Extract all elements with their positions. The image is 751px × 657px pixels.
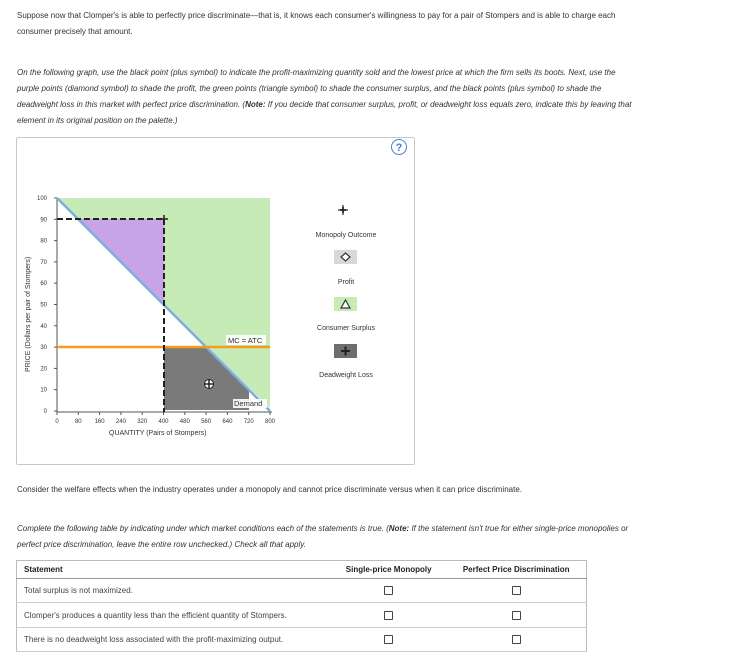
cell-perfect-pd [446, 603, 586, 627]
y-tick-label: 90 [40, 217, 47, 224]
cell-perfect-pd [446, 579, 586, 603]
y-tick-label: 20 [40, 366, 47, 373]
x-tick-label: 400 [158, 419, 169, 425]
note-label: Note: [245, 100, 266, 109]
y-tick-label: 100 [36, 196, 47, 202]
checkbox-perfect-pd-1[interactable] [512, 586, 521, 595]
x-tick-label: 720 [243, 419, 254, 425]
welfare-paragraph: Consider the welfare effects when the industry operates under a monopoly and cannot price discriminate versus when it can price discriminate. [17, 485, 523, 494]
x-tick-label: 640 [222, 419, 233, 425]
note-text: If you decide that consumer surplus, profit, or deadweight loss equals zero, indicate this by leaving that element in its original position on the palette.) [17, 100, 632, 125]
palette-monopoly-label: Monopoly Outcome [315, 232, 377, 239]
instructions-text: On the following graph, use the black point (plus symbol) to indicate the profit-maximizing quantity sold and the lowest price at which the firm sells its boots. Next, use the purple points (diamond symbol) to shade the profit, the green points (triangle symbol) to shade the consumer surplus, and the black points (plus symbol) to shade the deadweight loss in this market with perfect price discrimination. ( [17, 68, 616, 109]
palette-profit-tool[interactable] [334, 250, 357, 264]
y-tick-label: 30 [40, 345, 47, 352]
cell-single-price [331, 627, 446, 651]
x-tick-label: 240 [115, 419, 126, 425]
table-instructions [17, 521, 637, 553]
table-note-label: Note: [388, 524, 410, 533]
table-row [17, 627, 587, 651]
statement-table [16, 560, 587, 652]
demand-label: Demand [234, 399, 263, 408]
palette-profit-label: Profit [337, 279, 355, 286]
checkbox-single-price-2[interactable] [384, 611, 393, 620]
mc-label: MC = ATC [228, 336, 263, 345]
x-tick-label: 80 [74, 419, 82, 425]
y-tick-label: 40 [40, 323, 47, 330]
checkbox-single-price-3[interactable] [384, 635, 393, 644]
palette-deadweight-tool[interactable] [334, 344, 357, 358]
y-axis-label: PRICE (Dollars per pair of Stompers) [25, 256, 32, 372]
x-axis-ticks [55, 412, 275, 425]
statement-text: There is no deadweight loss associated with the profit-maximizing output. [17, 627, 332, 651]
y-tick-label: 10 [40, 387, 47, 394]
header-single-price: Single-price Monopoly [331, 561, 446, 579]
x-tick-label: 0 [55, 419, 59, 425]
checkbox-perfect-pd-3[interactable] [512, 635, 521, 644]
cell-single-price [331, 603, 446, 627]
help-icon[interactable]: ? [391, 139, 407, 155]
statement-text: Clomper's produces a quantity less than the efficient quantity of Stompers. [17, 603, 332, 627]
x-tick-label: 800 [264, 419, 276, 425]
deadweight-plus-marker[interactable] [205, 380, 214, 389]
table-instructions-text: Complete the following table by indicating under which market conditions each of the statements is true. ( [17, 524, 389, 533]
table-header-row [17, 561, 587, 579]
table-row [17, 579, 587, 603]
cell-perfect-pd [446, 627, 586, 651]
table-row [17, 603, 587, 627]
palette-consumer-surplus-tool[interactable] [334, 297, 357, 311]
palette-monopoly-icon[interactable] [338, 205, 348, 215]
header-statement: Statement [17, 561, 332, 579]
y-tick-label: 60 [40, 281, 47, 288]
x-tick-label: 560 [201, 419, 212, 425]
cell-single-price [331, 579, 446, 603]
y-tick-label: 50 [40, 302, 47, 309]
palette-consumer-surplus-label: Consumer Surplus [317, 325, 375, 332]
x-tick-label: 160 [94, 419, 105, 425]
checkbox-perfect-pd-2[interactable] [512, 611, 521, 620]
palette-deadweight-label: Deadweight Loss [319, 372, 373, 379]
checkbox-single-price-1[interactable] [384, 586, 393, 595]
y-axis-ticks [37, 196, 57, 415]
statement-text: Total surplus is not maximized. [17, 579, 332, 603]
x-axis-label: QUANTITY (Pairs of Stompers) [109, 430, 207, 437]
y-tick-label: 0 [43, 409, 47, 415]
intro-paragraph: Suppose now that Clomper's is able to perfectly price discriminate—that is, it knows each consumer's willingness to pay for a pair of Stompers and is able to charge each consumer precisely that amount. [17, 11, 616, 36]
y-tick-label: 80 [40, 238, 47, 245]
y-tick-label: 70 [40, 259, 47, 266]
table-note-text: If the statement isn't true for either single-price monopolies or perfect price discrimination, leave the entire row unchecked.) Check all that apply. [17, 524, 629, 549]
header-perfect-pd: Perfect Price Discrimination [446, 561, 586, 579]
x-tick-label: 320 [137, 419, 148, 425]
x-tick-label: 480 [179, 419, 190, 425]
